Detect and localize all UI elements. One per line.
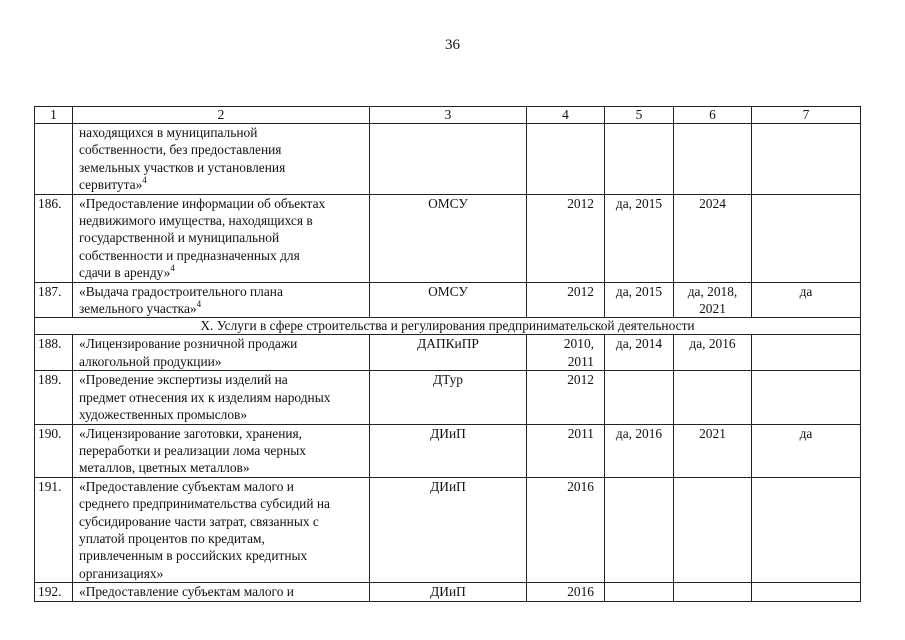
text-line: находящихся в муниципальной — [79, 125, 258, 140]
text-line: «Лицензирование розничной продажи — [79, 336, 298, 352]
text-line: «Предоставление информации об объектах — [79, 195, 326, 211]
status-cell: да, 2016 — [605, 424, 674, 477]
service-name — [73, 282, 370, 318]
year-cell — [527, 583, 605, 601]
cell — [674, 124, 752, 195]
col-header: 7 — [752, 107, 861, 124]
footnote-mark: 4 — [170, 263, 175, 274]
row-number: 186. — [35, 194, 73, 282]
text-line: 2011 — [567, 425, 594, 441]
year-cell — [527, 477, 605, 582]
status-cell — [674, 282, 752, 318]
responsible-body: ДТур — [370, 371, 527, 424]
col-header: 5 — [605, 107, 674, 124]
text-line: земельных участков и установления — [79, 159, 286, 175]
text-line: 2011 — [567, 353, 594, 369]
responsible-body: ДИиП — [370, 583, 527, 601]
flag-cell — [752, 477, 861, 582]
text-line: 2016 — [567, 584, 594, 600]
responsible-body: ДИиП — [370, 477, 527, 582]
table-row — [35, 335, 861, 371]
service-name — [73, 371, 370, 424]
year-cell — [527, 282, 605, 318]
status-cell: да, 2015 — [605, 282, 674, 318]
section-title: Х. Услуги в сфере строительства и регулирования предпринимательской деятельности — [35, 318, 861, 335]
text-line: «Выдача градостроительного плана — [79, 283, 283, 299]
text-line: 2012 — [567, 283, 594, 299]
text-line: «Предоставление субъектам малого и — [79, 478, 294, 494]
row-number — [35, 124, 73, 195]
row-number: 192. — [35, 583, 73, 601]
row-number: 187. — [35, 282, 73, 318]
table-row — [35, 371, 861, 424]
text-line: сервитута» — [79, 177, 143, 193]
text-line: да, 2016 — [689, 336, 736, 352]
service-name — [73, 477, 370, 582]
service-name — [73, 335, 370, 371]
text-line: земельного участка» — [79, 301, 197, 317]
col-header: 6 — [674, 107, 752, 124]
table-row — [35, 477, 861, 582]
text-line: недвижимого имущества, находящихся в — [79, 213, 313, 229]
text-line: «Проведение экспертизы изделий на — [79, 372, 288, 388]
text-line: алкогольной продукции» — [79, 353, 222, 369]
section-row — [35, 318, 861, 335]
col-header: 2 — [73, 107, 370, 124]
cell — [605, 124, 674, 195]
responsible-body: ОМСУ — [370, 282, 527, 318]
services-table — [34, 106, 861, 602]
text-line: 2021 — [699, 301, 726, 317]
flag-cell: да — [752, 424, 861, 477]
text-line: 2012 — [567, 195, 594, 211]
status-cell — [674, 583, 752, 601]
service-name — [73, 424, 370, 477]
col-header: 1 — [35, 107, 73, 124]
status-cell: да, 2015 — [605, 194, 674, 282]
table-row — [35, 583, 861, 601]
status-cell — [674, 477, 752, 582]
responsible-body: ОМСУ — [370, 194, 527, 282]
text-line: «Лицензирование заготовки, хранения, — [79, 425, 303, 441]
text-line: организациях» — [79, 565, 164, 581]
status-cell: да, 2014 — [605, 335, 674, 371]
flag-cell: да — [752, 282, 861, 318]
year-cell — [527, 371, 605, 424]
table-row — [35, 424, 861, 477]
footnote-mark: 4 — [142, 175, 147, 186]
table-row — [35, 194, 861, 282]
year-cell — [527, 335, 605, 371]
table-row — [35, 282, 861, 318]
footnote-mark: 4 — [196, 299, 202, 310]
service-name — [73, 583, 370, 601]
status-cell — [674, 371, 752, 424]
responsible-body: ДИиП — [370, 424, 527, 477]
text-line: сдачи в аренду» — [79, 265, 171, 281]
cell — [370, 124, 527, 195]
status-cell — [605, 371, 674, 424]
text-line: 2024 — [699, 195, 726, 211]
status-cell — [674, 424, 752, 477]
text-line: среднего предпринимательства субсидий на — [79, 496, 330, 512]
text-line: 2012 — [567, 372, 594, 388]
text-line: 2016 — [567, 478, 594, 494]
flag-cell — [752, 583, 861, 601]
text-line: предмет отнесения их к изделиям народных — [79, 389, 331, 405]
status-cell — [605, 583, 674, 601]
service-name — [73, 124, 370, 195]
header-row — [35, 107, 861, 124]
text-line: субсидирование части затрат, связанных с — [79, 513, 319, 529]
row-number: 188. — [35, 335, 73, 371]
status-cell — [674, 194, 752, 282]
responsible-body: ДАПКиПР — [370, 335, 527, 371]
text-line: «Предоставление субъектам малого и — [79, 584, 294, 600]
flag-cell — [752, 335, 861, 371]
flag-cell — [752, 371, 861, 424]
status-cell — [605, 477, 674, 582]
text-line: да, 2018, — [687, 283, 738, 299]
text-line: художественных промыслов» — [79, 407, 248, 423]
text-line: 2010, — [563, 336, 594, 352]
row-number: 190. — [35, 424, 73, 477]
text-line: переработки и реализации лома черных — [79, 442, 306, 458]
text-line: собственности и предназначенных для — [79, 247, 300, 263]
cell — [752, 124, 861, 195]
text-line: 2021 — [699, 425, 726, 441]
row-number: 191. — [35, 477, 73, 582]
text-line: металлов, цветных металлов» — [79, 460, 250, 476]
text-line: собственности, без предоставления — [79, 142, 282, 158]
row-number: 189. — [35, 371, 73, 424]
flag-cell — [752, 194, 861, 282]
text-line: привлеченным в российских кредитных — [79, 548, 308, 564]
cell — [527, 124, 605, 195]
page-number: 36 — [445, 37, 460, 53]
continued-row — [35, 124, 861, 195]
col-header: 4 — [527, 107, 605, 124]
year-cell — [527, 424, 605, 477]
status-cell — [674, 335, 752, 371]
text-line: уплатой процентов по кредитам, — [79, 530, 265, 546]
col-header: 3 — [370, 107, 527, 124]
text-line: государственной и муниципальной — [79, 230, 280, 246]
year-cell — [527, 194, 605, 282]
service-name — [73, 194, 370, 282]
